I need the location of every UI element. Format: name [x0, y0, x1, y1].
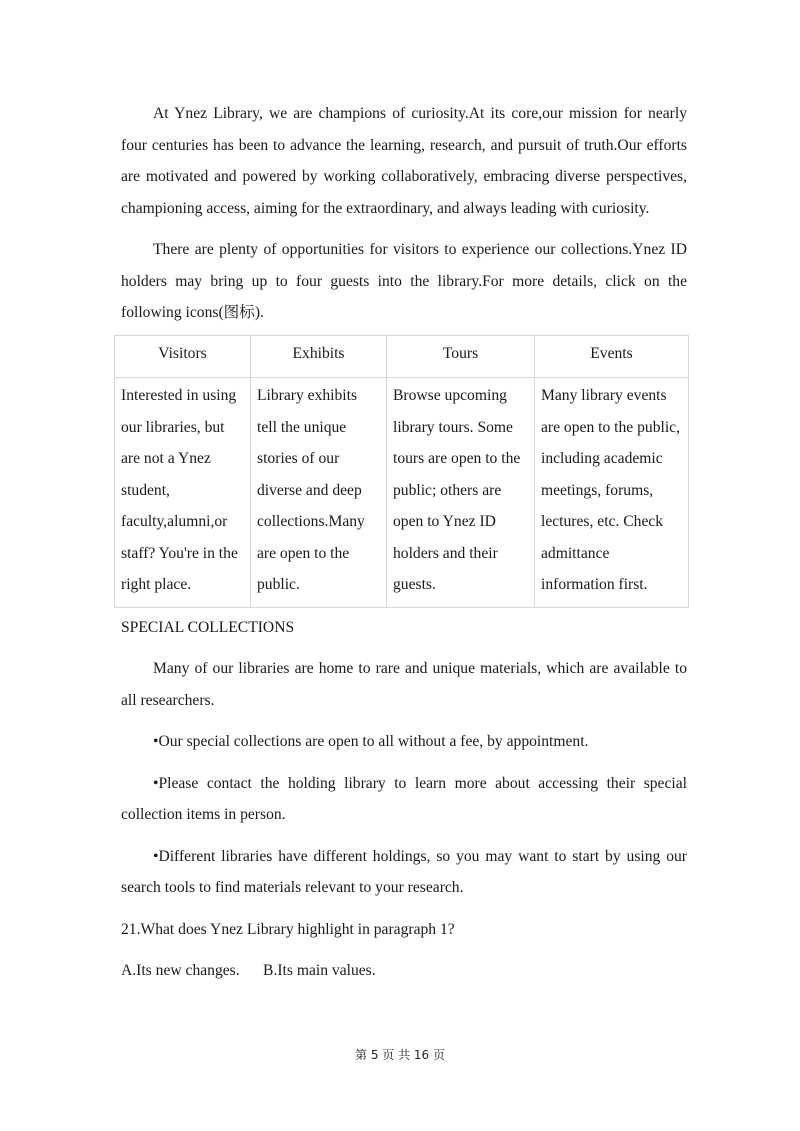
paragraph-special-intro: Many of our libraries are home to rare and unique materials, which are available to all researchers.	[121, 660, 687, 709]
page-footer: 第 5 页 共 16 页	[355, 1048, 445, 1062]
table-header-row	[115, 335, 689, 378]
cell-exhibits: Library exhibits tell the unique stories of our diverse and deep collections.Many are open to the public.	[251, 378, 387, 608]
cell-tours: Browse upcoming library tours. Some tours are open to the public; others are open to Ynez ID holders and their guests.	[387, 378, 535, 608]
bullet-item: •Different libraries have different holdings, so you may want to start by using our search tools to find materials relevant to your research.	[121, 847, 687, 896]
option-b[interactable]: B.Its main values.	[263, 962, 376, 979]
option-a[interactable]: A.Its new changes.	[121, 962, 240, 979]
header-exhibits[interactable]: Exhibits	[251, 335, 387, 378]
services-table	[114, 335, 689, 608]
paragraph-intro: At Ynez Library, we are champions of curiosity.At its core,our mission for nearly four centuries has been to advance the learning, research, and pursuit of truth.Our efforts are motivated and powered by working collaboratively, embracing diverse perspectives, championing access, aiming for the extraordinary, and always leading with curiosity.	[121, 105, 687, 217]
paragraph-visitors: There are plenty of opportunities for visitors to experience our collections.Ynez ID holders may bring up to four guests into the library.For more details, click on the following icons(图标).	[121, 241, 687, 321]
header-events[interactable]: Events	[535, 335, 689, 378]
cell-visitors: Interested in using our libraries, but are not a Ynez student, faculty,alumni,or staff? You're in the right place.	[115, 378, 251, 608]
cell-events: Many library events are open to the public, including academic meetings, forums, lectures, etc. Check admittance information first.	[535, 378, 689, 608]
section-title: SPECIAL COLLECTIONS	[121, 618, 295, 636]
question-options	[121, 955, 687, 987]
bullet-item: •Please contact the holding library to learn more about accessing their special collection items in person.	[121, 774, 687, 823]
header-tours[interactable]: Tours	[387, 335, 535, 378]
bullet-item: •Our special collections are open to all without a fee, by appointment.	[153, 733, 589, 750]
header-visitors[interactable]: Visitors	[115, 335, 251, 378]
question-stem: 21.What does Ynez Library highlight in paragraph 1?	[121, 920, 455, 938]
document-page	[121, 98, 687, 987]
table-row	[115, 378, 689, 608]
